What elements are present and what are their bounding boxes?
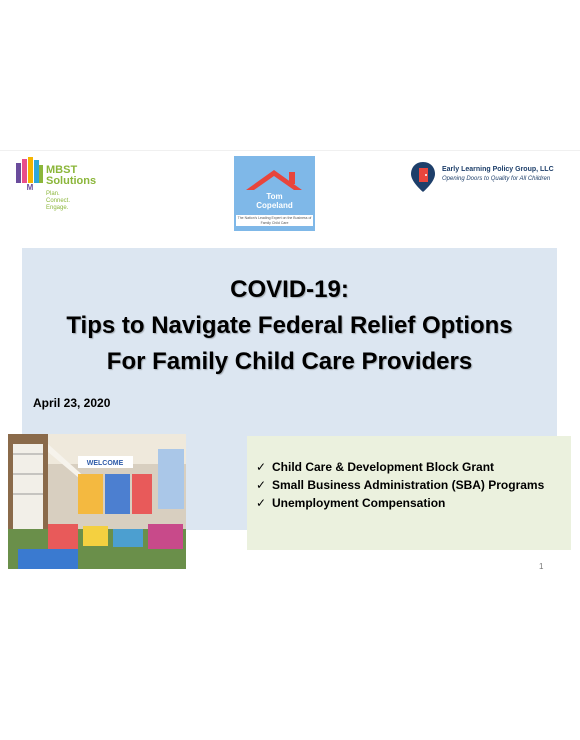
list-item: [256, 476, 544, 494]
mbst-solutions-logo: [16, 157, 106, 227]
tom-name-line2: Copeland: [256, 201, 293, 210]
topic-sba: Small Business Administration (SBA) Programs: [272, 478, 545, 492]
topics-list: [256, 458, 544, 512]
title-line-1: COVID-19:: [230, 276, 349, 303]
door-location-icon: [408, 160, 438, 194]
mbst-title-line2: Solutions: [46, 175, 97, 187]
mbst-tag-connect: Connect.: [46, 198, 71, 204]
mbst-logo-title: [46, 165, 96, 187]
svg-text:M: M: [26, 183, 34, 191]
slide-top-border: [0, 150, 580, 151]
list-item: [256, 458, 544, 476]
mbst-logo-tagline: [46, 191, 70, 212]
house-roof-icon: [234, 156, 315, 196]
tom-copeland-name: [234, 192, 315, 210]
welcome-sign: WELCOME: [86, 460, 124, 467]
slide-title: [22, 272, 557, 380]
topic-unemployment: Unemployment Compensation: [272, 496, 446, 510]
page-number: 1: [539, 562, 544, 571]
mbst-tag-plan: Plan.: [46, 191, 60, 197]
checkmark-icon: ✓: [256, 460, 267, 474]
mbst-title-line1: MBST: [46, 164, 78, 176]
topic-ccdbg: Child Care & Development Block Grant: [272, 460, 495, 474]
early-learning-policy-group-logo: [408, 160, 573, 196]
mbst-tag-engage: Engage.: [46, 205, 69, 211]
elpg-title: Early Learning Policy Group, LLC: [442, 166, 554, 173]
tom-copeland-logo: [234, 156, 315, 231]
checkmark-icon: ✓: [256, 496, 267, 510]
child-care-room-illustration: [8, 434, 186, 569]
list-item: [256, 494, 544, 512]
checkmark-icon: ✓: [256, 478, 267, 492]
title-line-3: For Family Child Care Providers: [106, 348, 473, 375]
presentation-date: April 23, 2020: [33, 396, 111, 410]
child-care-room-photo: [8, 434, 186, 569]
tom-copeland-tagline: The Nation's Leading Expert on the Business of Family Child Care: [237, 216, 312, 225]
mbst-logo-icon: [16, 157, 44, 191]
tom-name-line1: Tom: [266, 192, 283, 201]
elpg-tagline: Opening Doors to Quality for All Children: [442, 176, 551, 182]
title-line-2: Tips to Navigate Federal Relief Options: [66, 312, 513, 339]
